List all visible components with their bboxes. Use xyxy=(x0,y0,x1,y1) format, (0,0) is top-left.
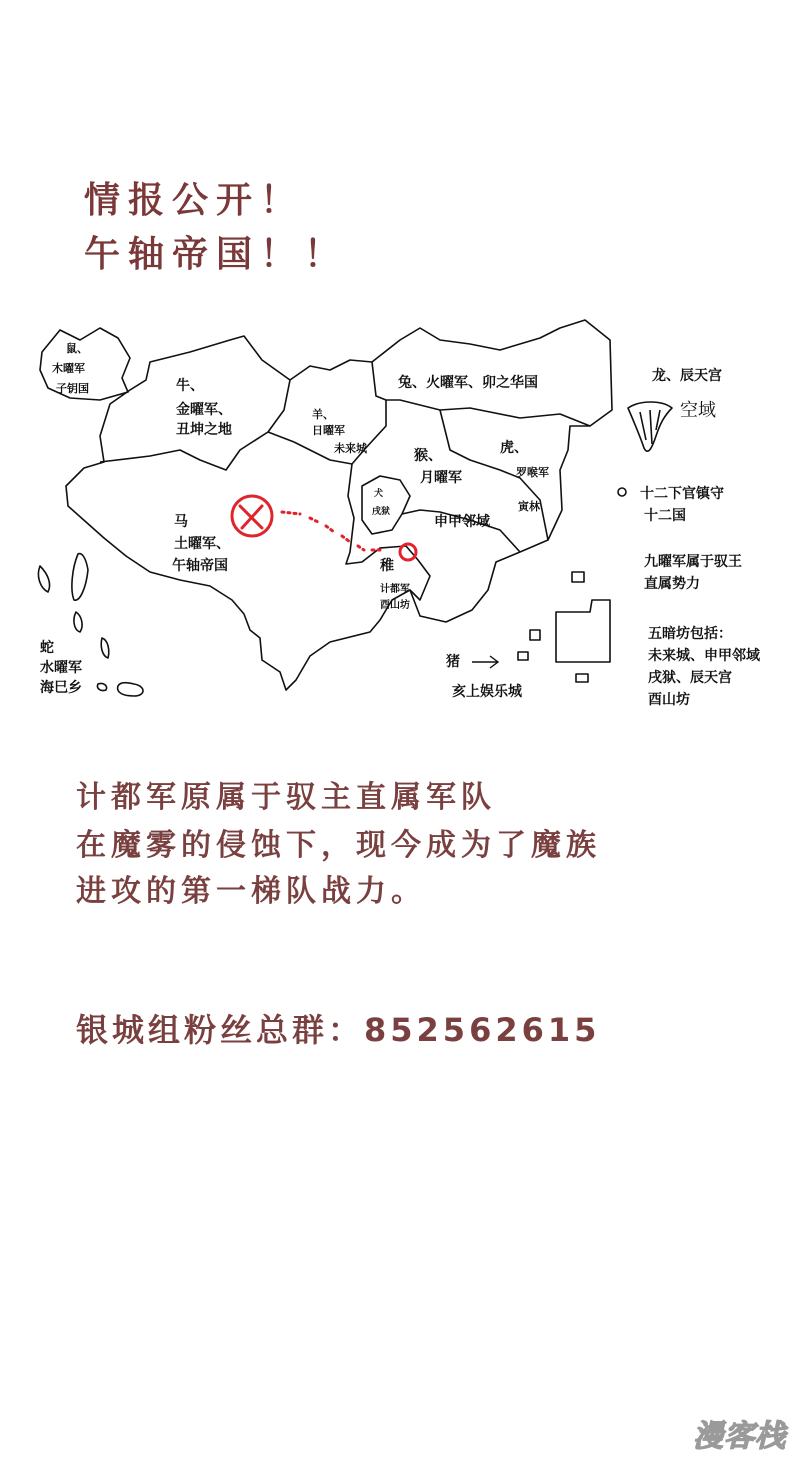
island-2 xyxy=(72,554,88,601)
label-rooster-3: 酉山坊 xyxy=(380,600,410,611)
pig-arrow xyxy=(472,656,498,668)
island-1 xyxy=(38,566,49,592)
label-monkey-1: 猴、 xyxy=(414,448,442,464)
red-small-circle xyxy=(400,544,416,560)
watermark-logo: 漫客栈 xyxy=(693,1419,786,1454)
label-rooster-2: 计都军 xyxy=(380,584,410,595)
label-dog-2: 戌狱 xyxy=(372,507,391,517)
label-snake-3: 海巳乡 xyxy=(40,680,82,696)
label-pig-city: 亥上娱乐城 xyxy=(452,684,522,700)
label-rat-1: 鼠、 xyxy=(66,342,88,355)
label-rabbit: 兔、火曜军、卯之华国 xyxy=(398,375,538,391)
label-goat-2: 日曜军 xyxy=(312,424,345,437)
note-line-1: 计都军原属于驭主直属军队 xyxy=(76,780,496,815)
label-horse-1: 马 xyxy=(174,514,188,530)
title-line-2: 午轴帝国！！ xyxy=(84,234,349,275)
label-rat-3: 子钥国 xyxy=(56,382,89,395)
red-x-mark xyxy=(240,506,262,528)
label-horse-3: 午轴帝国 xyxy=(172,558,228,574)
label-dog-1: 犬 xyxy=(374,489,384,499)
region-pig xyxy=(556,600,610,662)
label-shenjia: 申甲邻域 xyxy=(434,514,490,530)
label-five-dark-1: 五暗坊包括： xyxy=(648,626,732,642)
label-ox-1: 牛、 xyxy=(176,378,204,394)
label-goat-3: 未来城 xyxy=(334,442,367,455)
label-snake-2: 水曜军 xyxy=(40,660,82,676)
label-ox-3: 丑坤之地 xyxy=(176,422,232,438)
label-snake-1: 蛇 xyxy=(40,640,54,656)
red-dotted-trail xyxy=(282,512,382,550)
label-five-dark-3: 戌狱、辰天宫 xyxy=(648,670,732,686)
border-goat-rabbit xyxy=(372,362,590,426)
label-dragon: 龙、辰天宫 xyxy=(652,368,722,384)
label-goat-1: 羊、 xyxy=(312,408,334,421)
label-pig: 猪 xyxy=(446,654,460,670)
label-tiger-2: 罗喉军 xyxy=(516,466,549,479)
empire-map xyxy=(0,300,800,720)
label-rat-2: 木曜军 xyxy=(52,362,85,375)
pig-islet-2 xyxy=(530,630,540,640)
island-4 xyxy=(101,638,109,658)
label-five-dark-2: 未来城、申甲邻域 xyxy=(648,648,760,664)
pig-islet-3 xyxy=(518,652,528,660)
label-sky-domain: 空域 xyxy=(680,400,716,421)
label-five-dark-4: 酉山坊 xyxy=(648,692,690,708)
border-dog xyxy=(362,476,410,534)
label-twelve-guard-1: 十二下官镇守 xyxy=(640,486,724,502)
label-tiger-1: 虎、 xyxy=(500,440,528,456)
border-horse-rooster xyxy=(346,464,430,600)
note-line-3: 进攻的第一梯队战力。 xyxy=(76,874,426,909)
label-nine-army-1: 九曜军属于驭王 xyxy=(644,554,742,570)
note-line-2: 在魔雾的侵蚀下，现今成为了魔族 xyxy=(76,828,601,863)
twelve-guard-marker xyxy=(618,488,626,496)
sky-island xyxy=(628,402,672,451)
island-6 xyxy=(97,683,106,690)
fan-group-line: 银城组粉丝总群：852562615 xyxy=(76,1011,601,1049)
label-tiger-3: 寅林 xyxy=(518,500,540,513)
pig-islet-1 xyxy=(572,572,584,582)
pig-islet-4 xyxy=(576,674,588,682)
label-rooster-1: 稚 xyxy=(380,558,394,574)
label-ox-2: 金曜军、 xyxy=(176,402,232,418)
label-horse-2: 土曜军、 xyxy=(174,536,230,552)
border-ox-goat xyxy=(268,380,290,432)
title-line-1: 情报公开！ xyxy=(84,180,305,221)
label-twelve-guard-2: 十二国 xyxy=(644,508,686,524)
island-5 xyxy=(118,683,143,696)
label-monkey-2: 月曜军 xyxy=(420,470,462,486)
island-3 xyxy=(74,612,82,632)
label-nine-army-2: 直属势力 xyxy=(644,576,700,592)
